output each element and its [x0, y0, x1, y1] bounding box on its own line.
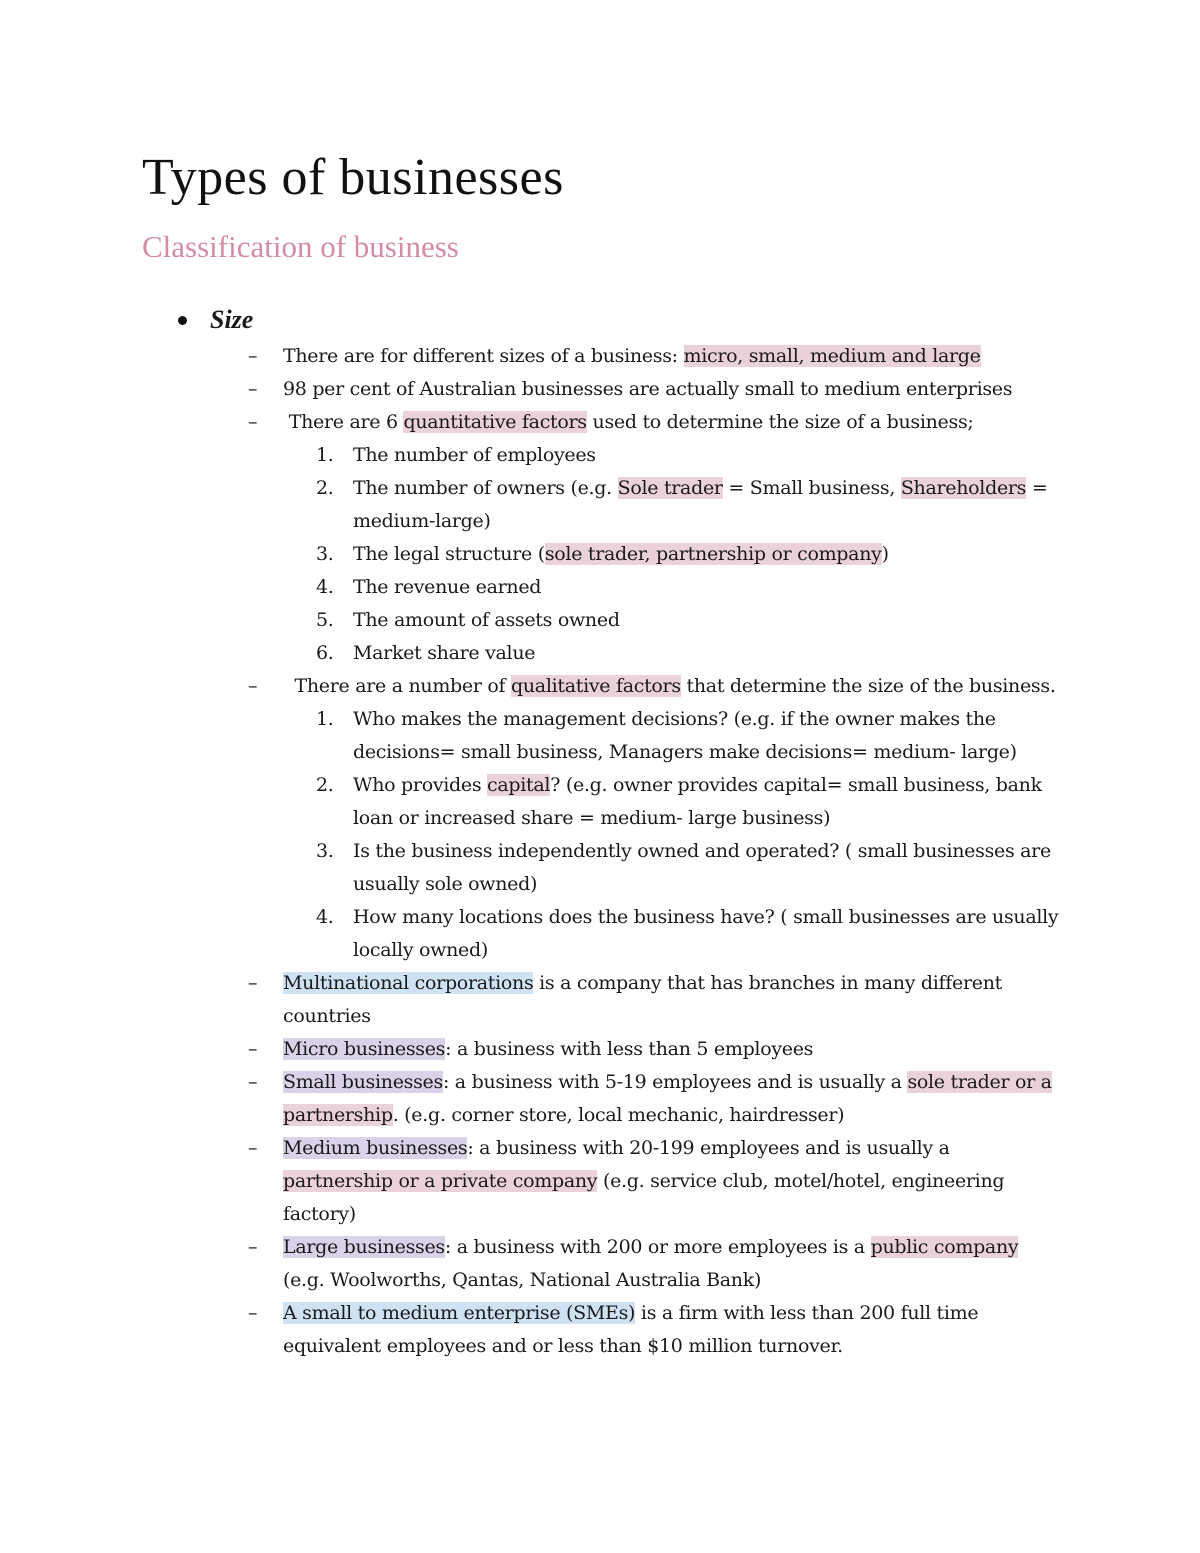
dash-marker: – [248, 1236, 258, 1258]
highlight: micro, small, medium and large [683, 345, 981, 367]
highlight: Sole trader [617, 477, 723, 499]
list-item: – Micro businesses: a business with less than 5 employees [283, 1033, 1063, 1066]
list-item: – Large businesses: a business with 200 or more employees is a public company (e.g. Woolworths, Qantas, National Australia Bank) [283, 1231, 1063, 1297]
list-item: 4. The revenue earned [316, 576, 542, 598]
list-item: – There are a number of qualitative factors that determine the size of the business. 1. Who makes the management decisions? (e.g. if the owner makes the decisions= small business, Managers make decisions= medium- large) 2. Who provides capital? (e.g. owner provides capital= small business, bank loan or increased share = medium- large business) 3. Is the business independently owned and operated? ( small businesses are usually sole owned) 4. How many locations does the business have? ( small businesses are usually locally owned) [283, 670, 1063, 967]
highlight: quantitative factors [403, 411, 587, 433]
page-title: Types of businesses [142, 149, 564, 206]
list-item: 4. How many locations does the business have? ( small businesses are usually locally owned) [316, 906, 1059, 961]
list-item: 5. The amount of assets owned [316, 609, 620, 631]
topic-label: Size [210, 305, 254, 334]
list-item: 6. Market share value [316, 642, 536, 664]
dash-marker: – [248, 345, 258, 367]
highlight: Shareholders [900, 477, 1027, 499]
highlight: sole trader or a partnership [283, 1071, 1052, 1126]
dash-marker: – [248, 1038, 258, 1060]
list-item: – A small to medium enterprise (SMEs) is a firm with less than 200 full time equivalent employees and or less than $10 million turnover. [283, 1297, 1063, 1363]
highlight: Small businesses [283, 1071, 443, 1093]
dash-marker: – [248, 411, 258, 433]
dash-marker: – [248, 1071, 258, 1093]
list-item: – Multinational corporations is a company that has branches in many different countries [283, 967, 1063, 1033]
topic-heading [142, 300, 1060, 340]
highlight: public company [870, 1236, 1019, 1258]
list-item: – 98 per cent of Australian businesses are actually small to medium enterprises [283, 373, 1063, 406]
highlight: Large businesses [283, 1236, 445, 1258]
section-subtitle: Classification of business [142, 229, 459, 264]
highlight: Multinational corporations [283, 972, 534, 994]
dash-marker: – [248, 972, 258, 994]
dash-marker: – [248, 1302, 258, 1324]
dash-marker: – [248, 1137, 258, 1159]
quantitative-factors-list [283, 439, 1063, 670]
list-item: 1. The number of employees [316, 444, 596, 466]
list-item: – Medium businesses: a business with 20-199 employees and is usually a partnership or a private company (e.g. service club, motel/hotel, engineering factory) [283, 1132, 1063, 1231]
highlight: partnership or a private company [283, 1170, 598, 1192]
highlight: capital [487, 774, 551, 796]
list-item: – Small businesses: a business with 5-19 employees and is usually a sole trader or a partnership. (e.g. corner store, local mechanic, hairdresser) [283, 1066, 1063, 1132]
highlight: qualitative factors [511, 675, 681, 697]
list-item: 2. Who provides capital? (e.g. owner provides capital= small business, bank loan or increased share = medium- large business) [316, 774, 1042, 829]
list-item: 3. Is the business independently owned and operated? ( small businesses are usually sole owned) [316, 840, 1051, 895]
size-bullet-list [142, 340, 1063, 1363]
list-item: 2. The number of owners (e.g. Sole trader = Small business, Shareholders = medium-large) [316, 477, 1048, 532]
list-item: 1. Who makes the management decisions? (e.g. if the owner makes the decisions= small business, Managers make decisions= medium- large) [316, 708, 1017, 763]
dash-marker: – [248, 378, 258, 400]
bullet-dot-icon [178, 316, 187, 325]
list-item: – There are for different sizes of a business: micro, small, medium and large [283, 340, 1063, 373]
list-item: 3. The legal structure (sole trader, partnership or company) [316, 543, 889, 565]
list-item: – There are 6 quantitative factors used to determine the size of a business; 1. The number of employees 2. The number of owners (e.g. Sole trader = Small business, Shareholders = medium-large) 3. The legal structure (sole trader, partnership or company) 4. The revenue earned 5. The amount of assets owned 6. Market share value [283, 406, 1063, 670]
highlight: A small to medium enterprise (SMEs) [283, 1302, 636, 1324]
qualitative-factors-list [283, 703, 1063, 967]
dash-marker: – [248, 675, 258, 697]
highlight: Medium businesses [283, 1137, 468, 1159]
highlight: sole trader, partnership or company [544, 543, 882, 565]
highlight: Micro businesses [283, 1038, 446, 1060]
